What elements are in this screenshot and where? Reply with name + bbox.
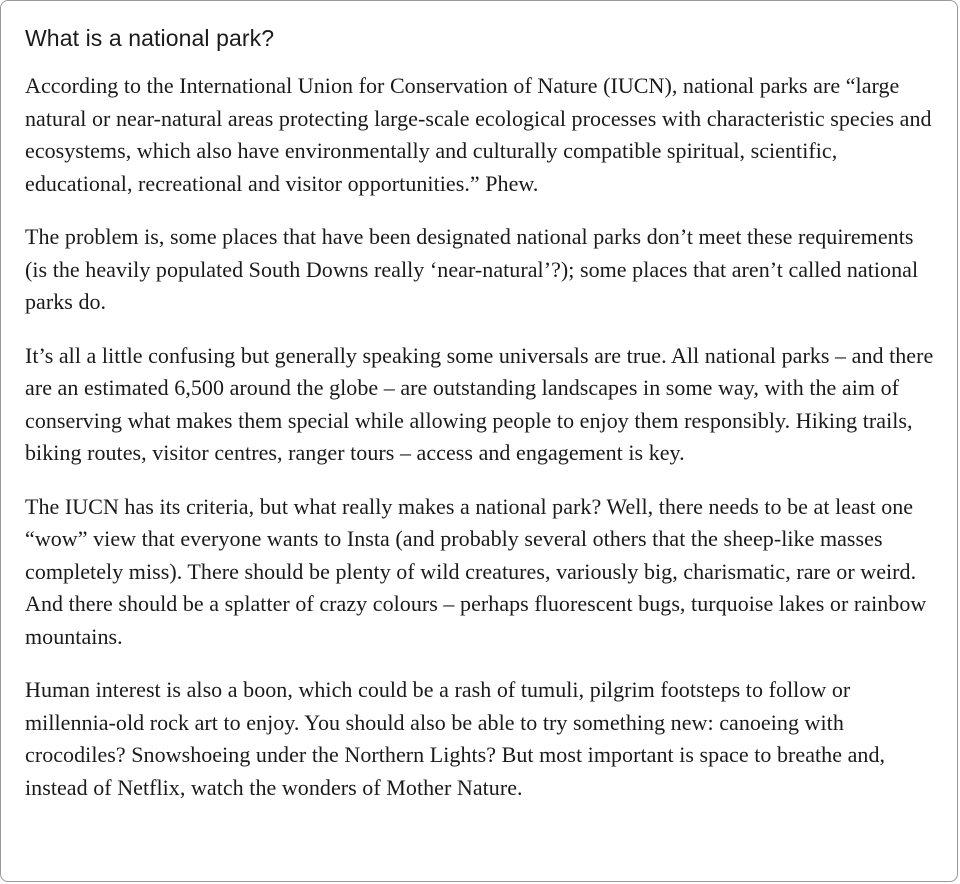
article-heading: What is a national park? <box>25 25 275 51</box>
article-paragraph-5: Human interest is also a boon, which could be a rash of tumuli, pilgrim footsteps to follow or millennia-old rock art to enjoy. You should also be able to try something new: canoeing with crocodiles? Snowshoeing under the Northern Lights? But most important is space to breathe and, instead of Netflix, watch the wonders of Mother Nature. <box>25 677 886 800</box>
article-paragraph-3: It’s all a little confusing but generally speaking some universals are true. All national parks – and there are an estimated 6,500 around the globe – are outstanding landscapes in some way, with the aim of conserving what makes them special while allowing people to enjoy them responsibly. Hiking trails, biking routes, visitor centres, ranger tours – access and engagement is key. <box>25 342 934 465</box>
article-paragraph-4: The IUCN has its criteria, but what really makes a national park? Well, there needs to be at least one “wow” view that everyone wants to Insta (and probably several others that the sheep-like masses completely miss). There should be plenty of wild creatures, variously big, charismatic, rare or weird. And there should be a splatter of crazy colours – perhaps fluorescent bugs, turquoise lakes or rainbow mountains. <box>25 493 927 649</box>
article-paragraph-2: The problem is, some places that have been designated national parks don’t meet these requirements (is the heavily populated South Downs really ‘near-natural’?); some places that aren’t called national parks do. <box>25 224 919 314</box>
article-paragraph-1: According to the International Union for Conservation of Nature (IUCN), national parks are “large natural or near-natural areas protecting large-scale ecological processes with characteristic species and ecosystems, which also have environmentally and culturally compatible spiritual, scientific, educational, recreational and visitor opportunities.” Phew. <box>25 73 932 196</box>
